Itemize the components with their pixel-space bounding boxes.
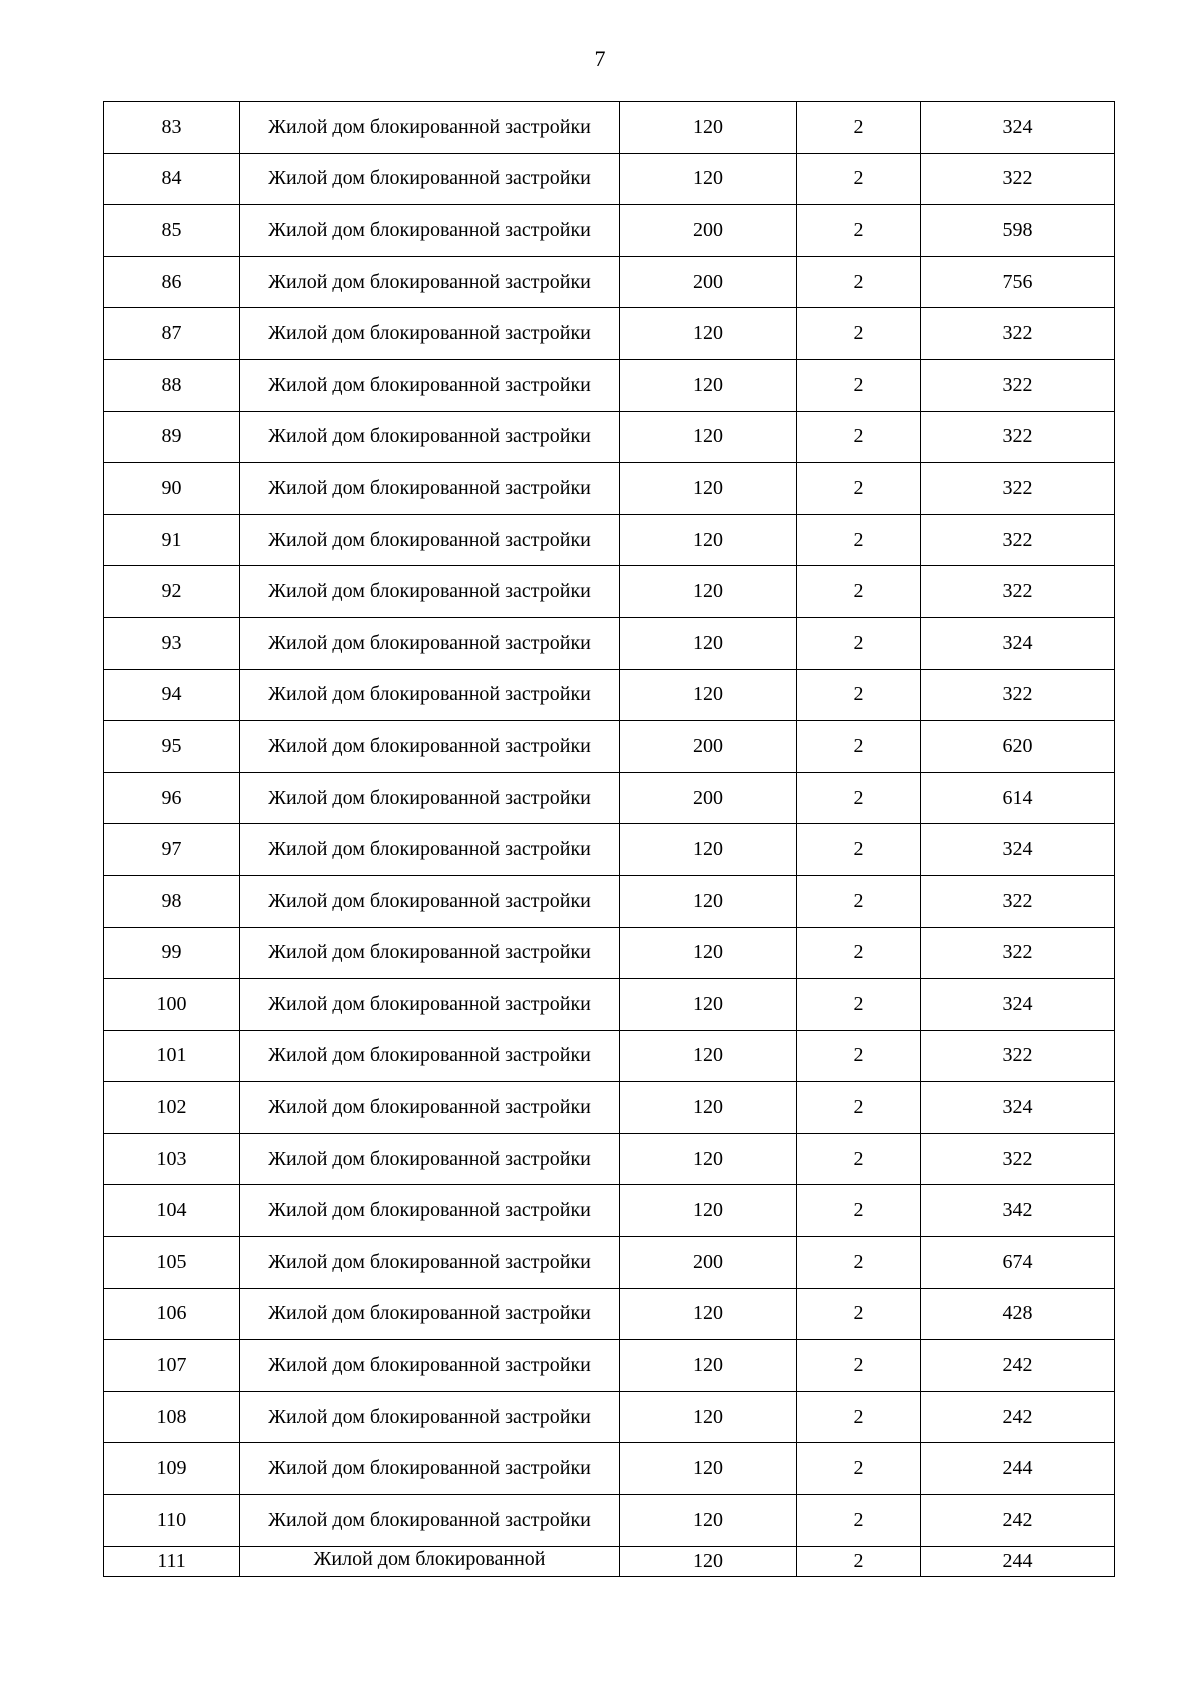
cell-value: 324 — [921, 824, 1115, 876]
table-row — [104, 256, 1115, 308]
cell-name: Жилой дом блокированной застройки — [240, 1443, 620, 1495]
cell-floors: 2 — [797, 1288, 921, 1340]
cell-num: 96 — [104, 772, 240, 824]
cell-value: 322 — [921, 514, 1115, 566]
cell-value: 322 — [921, 411, 1115, 463]
cell-num: 83 — [104, 102, 240, 154]
cell-name: Жилой дом блокированной застройки — [240, 824, 620, 876]
cell-value: 324 — [921, 979, 1115, 1031]
cell-floors: 2 — [797, 772, 921, 824]
table-row — [104, 1030, 1115, 1082]
cell-value: 322 — [921, 875, 1115, 927]
cell-num: 109 — [104, 1443, 240, 1495]
cell-num: 93 — [104, 617, 240, 669]
table-row — [104, 205, 1115, 257]
cell-area: 120 — [620, 102, 797, 154]
cell-area: 120 — [620, 1340, 797, 1392]
cell-floors: 2 — [797, 514, 921, 566]
cell-value: 244 — [921, 1443, 1115, 1495]
cell-num: 98 — [104, 875, 240, 927]
cell-num: 85 — [104, 205, 240, 257]
cell-name: Жилой дом блокированной застройки — [240, 772, 620, 824]
cell-area: 200 — [620, 256, 797, 308]
cell-name: Жилой дом блокированной застройки — [240, 308, 620, 360]
cell-area: 120 — [620, 1495, 797, 1547]
cell-name: Жилой дом блокированной застройки — [240, 1237, 620, 1289]
cell-floors: 2 — [797, 308, 921, 360]
cell-num: 87 — [104, 308, 240, 360]
cell-area: 200 — [620, 721, 797, 773]
cell-value: 242 — [921, 1391, 1115, 1443]
cell-value: 322 — [921, 927, 1115, 979]
cell-name: Жилой дом блокированной застройки — [240, 979, 620, 1031]
table-row — [104, 1237, 1115, 1289]
cell-name: Жилой дом блокированной застройки — [240, 514, 620, 566]
cell-floors: 2 — [797, 1546, 921, 1576]
cell-num: 103 — [104, 1133, 240, 1185]
cell-value: 756 — [921, 256, 1115, 308]
cell-name: Жилой дом блокированной застройки — [240, 1185, 620, 1237]
cell-num: 84 — [104, 153, 240, 205]
cell-name: Жилой дом блокированной — [240, 1546, 620, 1576]
cell-value: 322 — [921, 153, 1115, 205]
cell-value: 324 — [921, 617, 1115, 669]
cell-name: Жилой дом блокированной застройки — [240, 1133, 620, 1185]
table-row — [104, 721, 1115, 773]
table-row — [104, 1082, 1115, 1134]
cell-area: 120 — [620, 979, 797, 1031]
cell-name: Жилой дом блокированной застройки — [240, 927, 620, 979]
cell-floors: 2 — [797, 205, 921, 257]
cell-name: Жилой дом блокированной застройки — [240, 205, 620, 257]
cell-num: 102 — [104, 1082, 240, 1134]
cell-floors: 2 — [797, 617, 921, 669]
cell-name: Жилой дом блокированной застройки — [240, 669, 620, 721]
cell-name: Жилой дом блокированной застройки — [240, 721, 620, 773]
cell-area: 120 — [620, 1546, 797, 1576]
cell-name: Жилой дом блокированной застройки — [240, 1340, 620, 1392]
cell-value: 614 — [921, 772, 1115, 824]
cell-num: 94 — [104, 669, 240, 721]
cell-num: 88 — [104, 359, 240, 411]
cell-value: 244 — [921, 1546, 1115, 1576]
cell-area: 200 — [620, 205, 797, 257]
cell-num: 110 — [104, 1495, 240, 1547]
cell-value: 342 — [921, 1185, 1115, 1237]
cell-num: 108 — [104, 1391, 240, 1443]
cell-floors: 2 — [797, 1391, 921, 1443]
table-body — [104, 102, 1115, 1577]
cell-num: 106 — [104, 1288, 240, 1340]
cell-area: 120 — [620, 463, 797, 515]
cell-name: Жилой дом блокированной застройки — [240, 359, 620, 411]
cell-value: 322 — [921, 1133, 1115, 1185]
cell-area: 120 — [620, 1133, 797, 1185]
cell-area: 120 — [620, 1082, 797, 1134]
cell-num: 100 — [104, 979, 240, 1031]
cell-name: Жилой дом блокированной застройки — [240, 102, 620, 154]
table-row — [104, 463, 1115, 515]
cell-value: 324 — [921, 1082, 1115, 1134]
cell-floors: 2 — [797, 102, 921, 154]
cell-num: 101 — [104, 1030, 240, 1082]
cell-value: 242 — [921, 1495, 1115, 1547]
cell-floors: 2 — [797, 927, 921, 979]
objects-table — [103, 101, 1115, 1577]
cell-value: 322 — [921, 669, 1115, 721]
table-row — [104, 979, 1115, 1031]
table-row — [104, 102, 1115, 154]
cell-value: 322 — [921, 308, 1115, 360]
cell-area: 120 — [620, 824, 797, 876]
cell-floors: 2 — [797, 669, 921, 721]
cell-floors: 2 — [797, 463, 921, 515]
table-row — [104, 1391, 1115, 1443]
cell-area: 200 — [620, 1237, 797, 1289]
table-row — [104, 1443, 1115, 1495]
cell-floors: 2 — [797, 256, 921, 308]
cell-num: 104 — [104, 1185, 240, 1237]
table-row — [104, 824, 1115, 876]
page-number: 7 — [594, 46, 606, 71]
cell-area: 120 — [620, 1185, 797, 1237]
cell-num: 99 — [104, 927, 240, 979]
cell-name: Жилой дом блокированной застройки — [240, 1495, 620, 1547]
cell-area: 120 — [620, 1288, 797, 1340]
cell-area: 120 — [620, 1391, 797, 1443]
cell-area: 120 — [620, 514, 797, 566]
cell-floors: 2 — [797, 979, 921, 1031]
cell-name: Жилой дом блокированной застройки — [240, 1391, 620, 1443]
cell-floors: 2 — [797, 1443, 921, 1495]
cell-area: 120 — [620, 1030, 797, 1082]
cell-name: Жилой дом блокированной застройки — [240, 566, 620, 618]
cell-name: Жилой дом блокированной застройки — [240, 411, 620, 463]
cell-area: 120 — [620, 153, 797, 205]
table-row — [104, 566, 1115, 618]
table-row — [104, 514, 1115, 566]
cell-num: 111 — [104, 1546, 240, 1576]
cell-value: 322 — [921, 463, 1115, 515]
table-row — [104, 927, 1115, 979]
cell-num: 95 — [104, 721, 240, 773]
table-row — [104, 411, 1115, 463]
cell-floors: 2 — [797, 1030, 921, 1082]
cell-floors: 2 — [797, 721, 921, 773]
cell-floors: 2 — [797, 824, 921, 876]
cell-num: 107 — [104, 1340, 240, 1392]
cell-name: Жилой дом блокированной застройки — [240, 617, 620, 669]
table-row — [104, 359, 1115, 411]
cell-name: Жилой дом блокированной застройки — [240, 1082, 620, 1134]
cell-floors: 2 — [797, 566, 921, 618]
cell-num: 97 — [104, 824, 240, 876]
cell-floors: 2 — [797, 1237, 921, 1289]
table-row — [104, 308, 1115, 360]
cell-floors: 2 — [797, 1133, 921, 1185]
table-row — [104, 1133, 1115, 1185]
cell-name: Жилой дом блокированной застройки — [240, 463, 620, 515]
table-row — [104, 669, 1115, 721]
cell-value: 322 — [921, 359, 1115, 411]
cell-name: Жилой дом блокированной застройки — [240, 256, 620, 308]
table-row — [104, 1340, 1115, 1392]
cell-value: 324 — [921, 102, 1115, 154]
cell-num: 86 — [104, 256, 240, 308]
cell-num: 92 — [104, 566, 240, 618]
cell-floors: 2 — [797, 1185, 921, 1237]
cell-value: 620 — [921, 721, 1115, 773]
cell-area: 120 — [620, 669, 797, 721]
table-row — [104, 153, 1115, 205]
table-row — [104, 1185, 1115, 1237]
table-row — [104, 1495, 1115, 1547]
table-row — [104, 772, 1115, 824]
cell-name: Жилой дом блокированной застройки — [240, 875, 620, 927]
cell-num: 91 — [104, 514, 240, 566]
cell-num: 89 — [104, 411, 240, 463]
cell-value: 428 — [921, 1288, 1115, 1340]
cell-area: 120 — [620, 1443, 797, 1495]
cell-value: 242 — [921, 1340, 1115, 1392]
cell-value: 674 — [921, 1237, 1115, 1289]
cell-name: Жилой дом блокированной застройки — [240, 1030, 620, 1082]
cell-floors: 2 — [797, 1340, 921, 1392]
cell-value: 322 — [921, 566, 1115, 618]
cell-area: 120 — [620, 927, 797, 979]
table-row — [104, 875, 1115, 927]
cell-floors: 2 — [797, 1495, 921, 1547]
cell-area: 120 — [620, 617, 797, 669]
cell-num: 105 — [104, 1237, 240, 1289]
cell-area: 120 — [620, 308, 797, 360]
cell-area: 120 — [620, 359, 797, 411]
cell-name: Жилой дом блокированной застройки — [240, 153, 620, 205]
cell-floors: 2 — [797, 153, 921, 205]
cell-floors: 2 — [797, 1082, 921, 1134]
cell-num: 90 — [104, 463, 240, 515]
cell-area: 120 — [620, 566, 797, 618]
table-row — [104, 617, 1115, 669]
cell-area: 120 — [620, 411, 797, 463]
cell-floors: 2 — [797, 411, 921, 463]
cell-floors: 2 — [797, 875, 921, 927]
table-row — [104, 1546, 1115, 1576]
table-row — [104, 1288, 1115, 1340]
cell-floors: 2 — [797, 359, 921, 411]
cell-area: 120 — [620, 875, 797, 927]
cell-value: 598 — [921, 205, 1115, 257]
cell-area: 200 — [620, 772, 797, 824]
cell-value: 322 — [921, 1030, 1115, 1082]
cell-name: Жилой дом блокированной застройки — [240, 1288, 620, 1340]
